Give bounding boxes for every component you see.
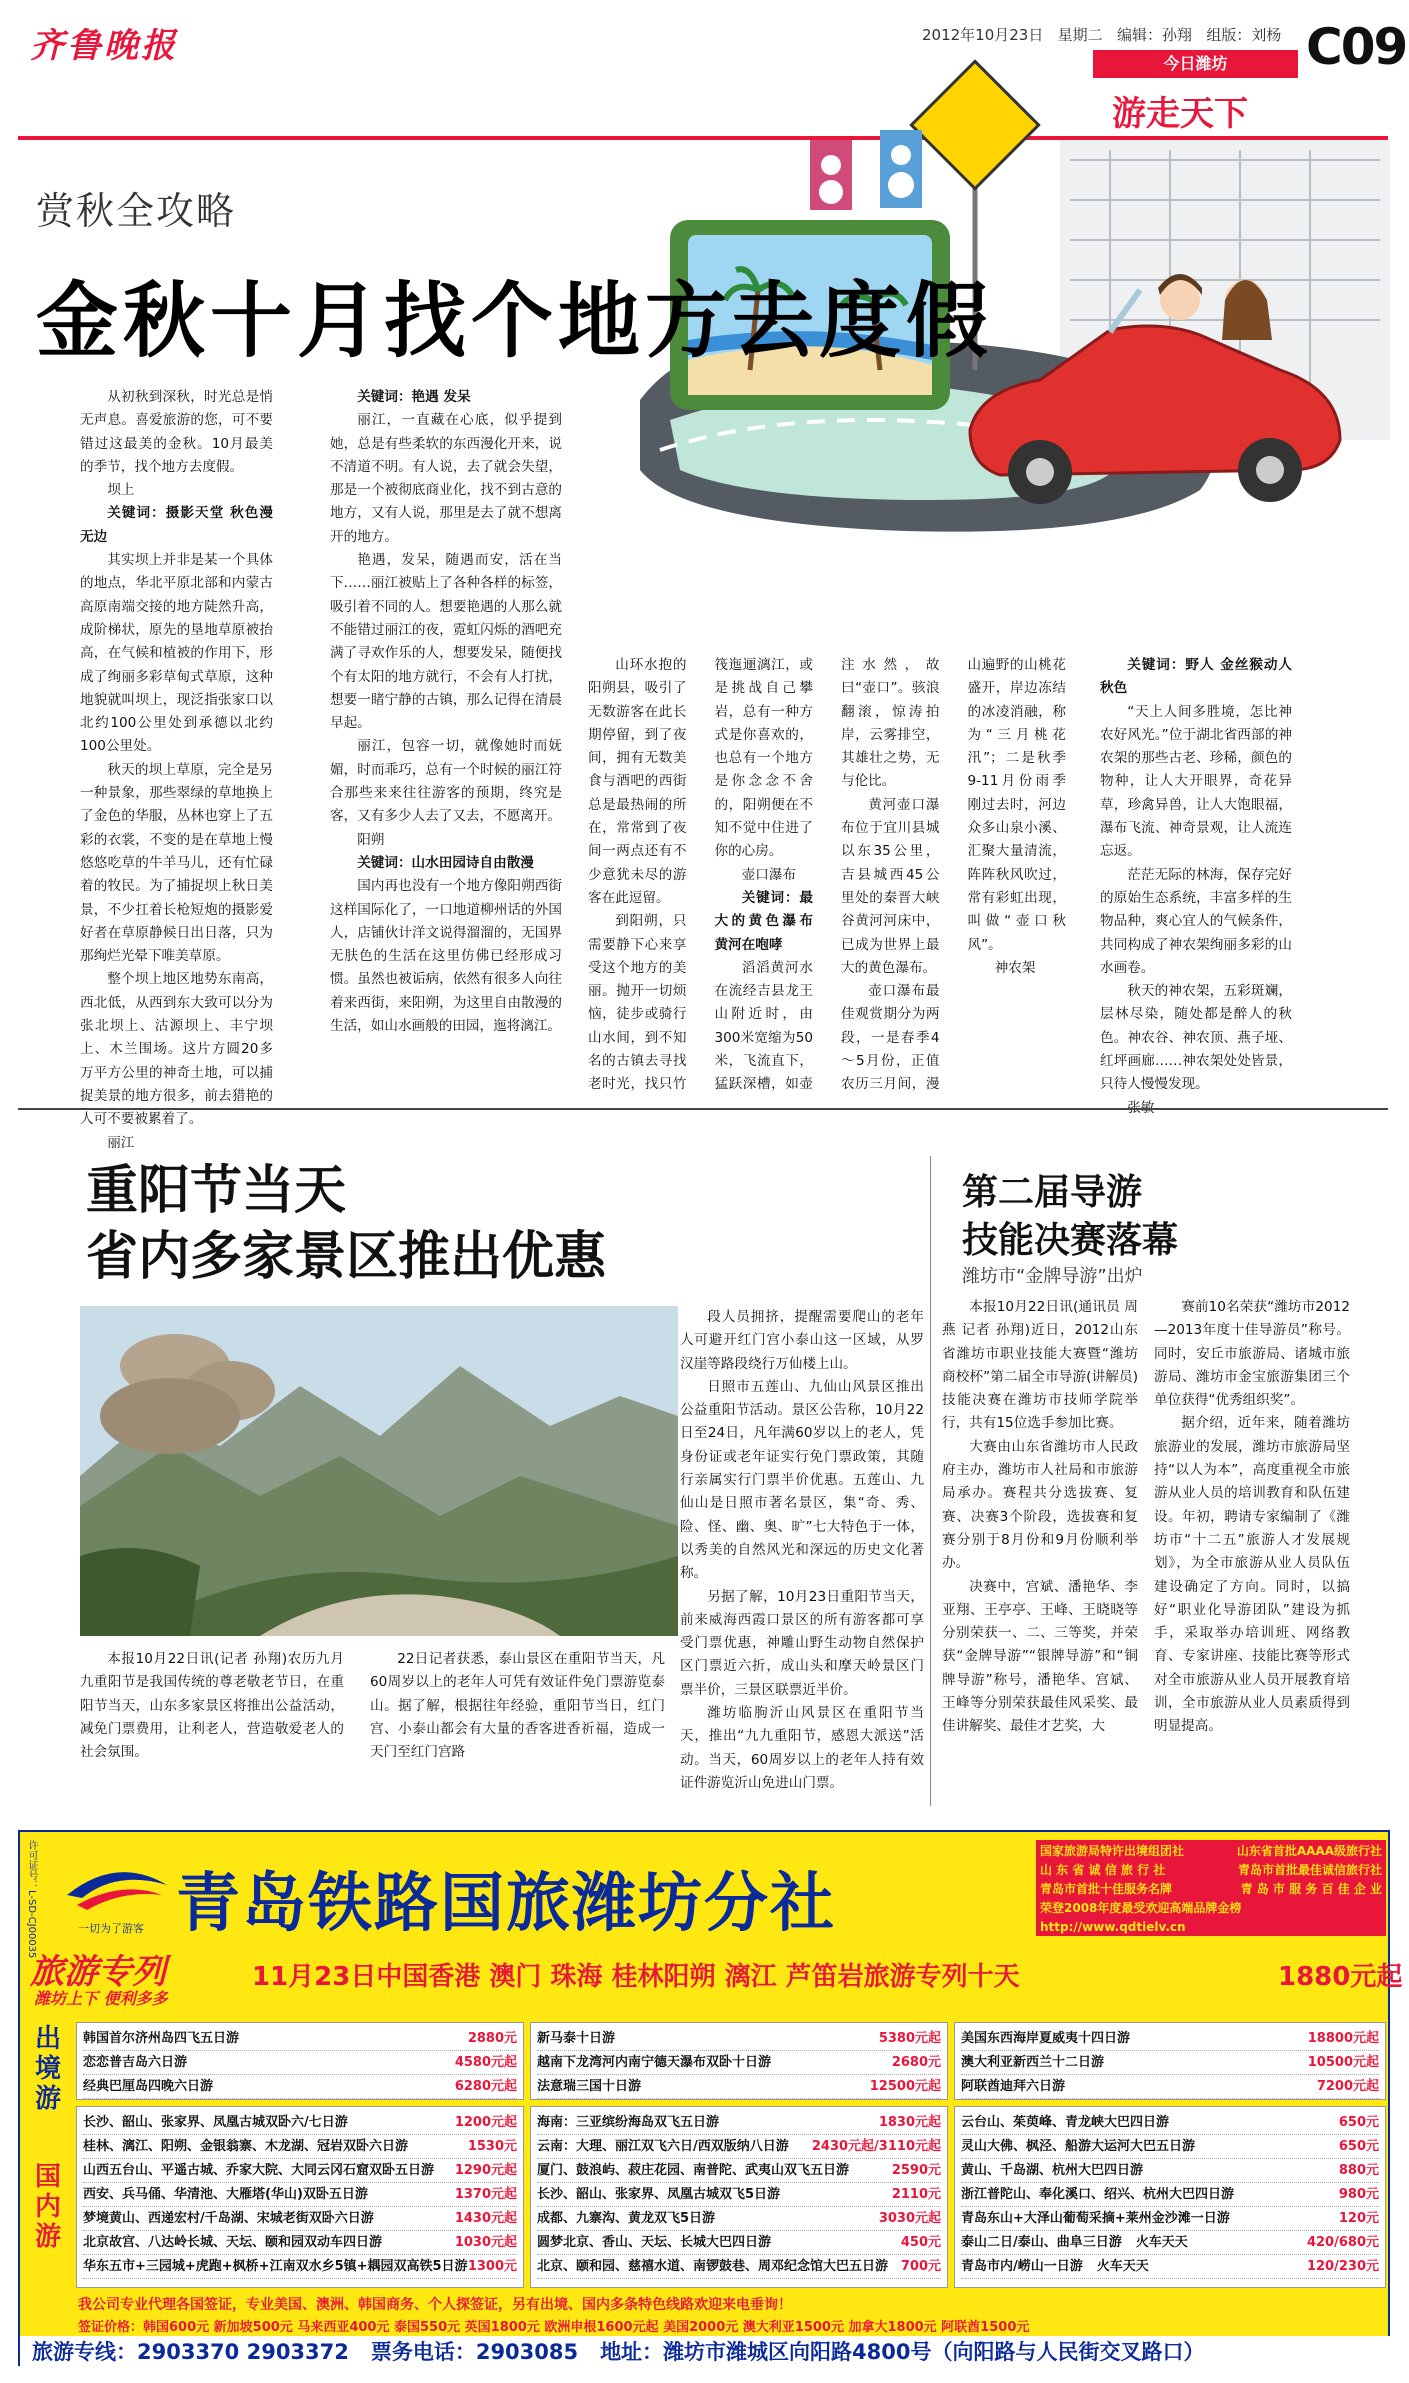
route-price: 2680元 [891,2055,941,2070]
route-name: 美国东西海岸夏威夷十四日游 [961,2031,1131,2046]
body-paragraph: 赛前10名荣获“潍坊市2012—2013年度十佳导游员”称号。同时，安丘市旅游局、诸城市旅游局、潍坊市金宝旅游集团三个单位获得“优秀组织奖”。 [1154,1299,1350,1409]
body-paragraph: 秋天的神农架，五彩斑斓，层林尽染，随处都是醉人的秋色。神农谷、神农顶、燕子垭、红坪画廊……神农架处处皆景，只待人慢慢发现。 [1100,983,1292,1093]
route-price: 3030元起 [878,2211,941,2226]
body-paragraph: “天上人间多胜境，怎比神农好风光。”位于湖北省西部的神农架的那些古老、珍稀，颜色的物种，让人大开眼界，奇花异草，珍禽异兽，让人大饱眼福，瀑布飞流、神奇景观，让人流连忘返。 [1100,703,1292,860]
route-row [83,2111,517,2135]
badge-text: 青岛市首批最佳诚信旅行社 [1237,1863,1382,1877]
issue-weekday: 星期二 [1057,26,1103,44]
route-price: 1430元起 [454,2211,517,2226]
ticket-phone[interactable]: 2903085 [475,2340,579,2364]
body-paragraph: 从初秋到深秋，时光总是悄无声息。喜爱旅游的您，可不要错过这最美的金秋。10月最美的季节，找个地方去度假。 [80,389,273,475]
body-paragraph: 另据了解，10月23日重阳节当天，前来威海西霞口景区的所有游客都可享受门票优惠，神雕山野生动物自然保护区门票近六折，成山头和摩天岭景区门票半价，三景区联票近半价。 [680,1588,924,1698]
route-row [537,2135,941,2159]
body-paragraph: 壶口瀑布最佳观赏期分为两段，一是春季4～5月份，正值农历三月间，漫山遍野的山桃花盛开，岸边冻结的冰凌消融，称为“三月桃花汛”；二是秋季9-11月份雨季刚过去时，河边众多山泉小溪、汇聚大量清流，阵阵秋风吹过，常有彩虹出现，叫做“壶口秋风”。 [841,657,1066,1093]
body-paragraph: 山环水抱的阳朔县，吸引了无数游客在此长期停留，到了夜间，拥有无数美食与酒吧的西街总是最热闹的所在，常常到了夜间一两点还有不少意犹未尽的游客在此逗留。 [588,657,687,906]
issue-date: 2012年10月23日 [922,26,1044,44]
chongyang-column-3 [680,1306,924,1806]
route-row [537,2207,941,2231]
ad-license: 许可证号：L-SD-CJ00035 [26,1840,37,1959]
route-price: 120元 [1338,2211,1379,2226]
route-row [83,2135,517,2159]
route-name: 圆梦北京、香山、天坛、长城大巴四日游 [537,2235,772,2250]
route-row [83,2075,517,2099]
route-row [961,2135,1379,2159]
route-row [83,2027,517,2051]
keyword-line: 关键词：野人 金丝猴动人秋色 [1100,657,1292,697]
body-paragraph: 潍坊临朐沂山风景区在重阳节当天，推出“九九重阳节，感恩大派送”活动。当天，60周岁以上的老年人持有效证件游览沂山免进山门票。 [680,1705,924,1791]
route-row [537,2027,941,2051]
route-row [961,2255,1379,2279]
route-row [961,2027,1379,2051]
contest-subtitle: 潍坊市“金牌导游”出炉 [962,1266,1143,1287]
body-paragraph: 丽江，包容一切，就像她时而妩媚，时而乖巧，总有一个时候的丽江符合那些来来往往游客的预期，终究是客，又有多少人去了又去，不愿离开。 [330,738,562,825]
agency-notice: 我公司专业代理各国签证，专业美国、澳洲、韩国商务、个人探签证，另有出境、国内多条特色线路欢迎来电垂询！ [78,2297,792,2313]
website-link[interactable]: http://www.qdtielv.cn [1040,1920,1186,1934]
badge-text: 山 东 省 诚 信 旅 行 社 [1040,1863,1166,1877]
body-paragraph: 决赛中，宫斌、潘艳华、李亚翔、王亭亭、王峰、王晓晓等分别荣获一、二、三等奖，并荣获“金牌导游”“银牌导游”和“铜牌导游”称号，潘艳华、宫斌、王峰等分别荣获最佳风采奖、最佳讲解奖、最佳才艺奖，大 [942,1578,1138,1735]
body-paragraph: 黄河壶口瀑布位于宜川县城以东35公里，吉县城西45公里处的秦晋大峡谷黄河河床中，已成为世界上最大的黄色瀑布。 [841,796,940,976]
route-row [83,2231,517,2255]
body-paragraph: 艳遇，发呆，随遇而安，活在当下……丽江被贴上了各种各样的标签，吸引着不同的人。想要艳遇的人那么就不能错过丽江的夜，霓虹闪烁的酒吧充满了寻欢作乐的人，想要发呆，随便找个有太阳的地方就行，不会有人打扰，想要一睹宁静的古镇，那么记得在清晨早起。 [330,552,562,732]
keyword-line: 关键词：最大的黄色瀑布 黄河在咆哮 [714,889,813,953]
route-name: 新马泰十日游 [537,2031,616,2046]
feature-column-1 [80,386,273,1151]
route-note: 火车天天 [1096,2259,1149,2274]
route-name: 北京故宫、八达岭长城、天坛、颐和园双动车四日游 [83,2235,383,2250]
route-price: 420/680元 [1306,2235,1379,2250]
body-paragraph: 大赛由山东省潍坊市人民政府主办，潍坊市人社局和市旅游局承办。赛程共分选拔赛、复赛、决赛3个阶段，选拔赛和复赛分别于8月份和9月份顺利举办。 [942,1438,1138,1572]
route-price: 1030元起 [454,2235,517,2250]
chongyang-paragraph: 本报10月22日讯(记者 孙翔)农历九月九重阳节是我国传统的尊老敬老节日，在重阳节当天，山东多家景区将推出公益活动，减免门票费用，让利老人，营造敬爱老人的社会氛围。 [80,1651,344,1761]
route-row [961,2111,1379,2135]
phone-numbers[interactable]: 2903370 2903372 [137,2340,349,2364]
route-name: 华东五市+三园城+虎跑+枫桥+江南双水乡5镇+耦园双高铁5日游 [83,2259,468,2274]
route-name: 越南下龙湾河内南宁德天瀑布双卧十日游 [537,2055,772,2070]
route-name: 云南：大理、丽江双飞六日/西双版纳八日游 [537,2139,789,2154]
route-name: 黄山、千岛湖、杭州大巴四日游 [961,2163,1144,2178]
route-row [537,2159,941,2183]
page-number: C09 [1306,18,1407,76]
route-price: 1370元起 [454,2187,517,2202]
chongyang-headline-1: 重阳节当天 [86,1161,347,1221]
body-paragraph: 段人员拥挤，提醒需要爬山的老年人可避开红门宫小泰山这一区域，从罗汉崖等路段绕行万仙楼上山。 [680,1309,924,1372]
route-name: 青岛东山+大泽山葡萄采摘+莱州金沙滩一日游 [961,2211,1230,2226]
body-paragraph: 日照市五莲山、九仙山风景区推出公益重阳节活动。景区公告称，10月22日至24日，凡年满60岁以上的老人，凭身份证或老年证实行免门票政策，其随行亲属实行门票半价优惠。五莲山、九仙山是日照市著名景区，集“奇、秀、险、怪、幽、奥、旷”七大特色于一体，以秀美的自然风光和深远的历史文化著称。 [680,1378,924,1582]
route-price: 2590元 [891,2163,941,2178]
destination-label: 阳朔 [357,831,385,848]
route-price: 7200元起 [1316,2079,1379,2094]
feature-headline: 金秋十月找个地方去度假 [36,274,994,369]
route-price: 980元 [1338,2187,1379,2202]
route-row [537,2111,941,2135]
route-name: 厦门、鼓浪屿、菽庄花园、南普陀、武夷山双飞五日游 [537,2163,850,2178]
layout-credit: 组版：刘杨 [1206,26,1282,44]
chongyang-paragraph: 22日记者获悉，泰山景区在重阳节当天，凡60周岁以上的老年人可凭有效证件免门票游览泰山。据了解，根据往年经验，重阳节当日，红门宫、小泰山都会有大量的香客进香祈福，造成一天门至红门宫路 [370,1651,665,1761]
body-paragraph: 茫茫无际的林海，保存完好的原始生态系统，丰富多样的生物品种，爽心宜人的气候条件，共同构成了神农架绚丽多彩的山水画卷。 [1100,866,1292,976]
address-text: 潍坊市潍城区向阳路4800号（向阳路与人民街交叉路口） [663,2340,1205,2364]
badge-text: 青 岛 市 服 务 百 佳 企 业 [1240,1882,1382,1896]
route-row [83,2255,517,2279]
route-price: 650元 [1338,2115,1379,2130]
route-price: 1200元起 [454,2115,517,2130]
route-name: 西安、兵马俑、华清池、大雁塔(华山)双卧五日游 [83,2187,368,2202]
badge-text: 青岛市首批十佳服务名牌 [1040,1882,1173,1896]
chongyang-column-2 [370,1648,665,1808]
outbound-label: 出境游 [34,2024,61,2114]
route-price: 450元 [900,2235,941,2250]
column-name: 游走天下 [1112,94,1248,134]
route-price: 1830元起 [878,2115,941,2130]
route-name: 法意瑞三国十日游 [537,2079,642,2094]
contest-column-1 [942,1296,1138,1806]
body-paragraph: 据介绍，近年来，随着潍坊旅游业的发展，潍坊市旅游局坚持“以人为本”，高度重视全市旅游从业人员的培训教育和队伍建设。年初，聘请专家编制了《潍坊市“十二五”旅游人才发展规划》，为全市旅游从业人员队伍建设确定了方向。同时，以搞好“职业化导游团队”建设为抓手，采取举办培训班、网络教育、专家讲座、技能比赛等形式对全市旅游从业人员开展教育培训，全市旅游从业人员素质得到明显提高。 [1154,1415,1350,1735]
address-label: 地址： [600,2340,664,2364]
route-row [537,2231,941,2255]
route-name: 成都、九寨沟、黄龙双飞5日游 [537,2211,716,2226]
route-name: 海南：三亚缤纷海岛双飞五日游 [537,2115,720,2130]
route-row [537,2183,941,2207]
route-row [961,2051,1379,2075]
route-name: 阿联酋迪拜六日游 [961,2079,1066,2094]
route-row [961,2183,1379,2207]
travel-ad [18,1830,1403,2366]
route-name: 泰山二日/泰山、曲阜三日游 [961,2235,1122,2250]
route-price: 120/230元 [1306,2259,1379,2274]
section-tab: 今日潍坊 [1093,50,1298,78]
agency-logo-icon [62,1860,172,1920]
route-name: 山西五台山、平遥古城、乔家大院、大同云冈石窟双卧五日游 [83,2163,435,2178]
route-row [961,2159,1379,2183]
award-text: 荣登2008年度最受欢迎高端品牌金榜 [1040,1901,1242,1915]
issue-info [922,24,1281,45]
contest-headline-1: 第二届导游 [962,1172,1143,1213]
route-row [961,2231,1379,2255]
feature-column-2 [330,386,562,1098]
feature-column-4 [1100,654,1292,1098]
domestic-panel-1 [76,2106,524,2288]
route-row [83,2183,517,2207]
route-name: 长沙、韶山、张家界、凤凰古城双飞5日游 [537,2187,781,2202]
visa-prices: 签证价格：韩国600元 新加坡500元 马来西亚400元 泰国550元 英国1800元 欧洲申根1600元起 美国2000元 澳大利亚1500元 加拿大1800元 阿联酋1500元 [78,2320,1030,2335]
route-name: 梦境黄山、西递宏村/千岛湖、宋城老街双卧六日游 [83,2211,374,2226]
route-price: 4580元起 [454,2055,517,2070]
special-price: 1880元起 [1278,1962,1403,1992]
body-paragraph: 秋天的坝上草原，完全是另一种景象，那些翠绿的草地换上了金色的华服，丛林也穿上了五彩的衣裳，不变的是在草地上慢悠悠吃草的牛羊马儿，还有忙碌着的牧民。为了捕捉坝上秋日美景，不少扛着长枪短炮的摄影爱好者在草原静候日出日落，只为那绚烂光晕下唯美草原。 [80,761,273,965]
destination-label: 坝上 [107,482,135,499]
newspaper-logo: 齐鲁晚报 [30,26,178,66]
route-price: 1530元 [467,2139,517,2154]
route-price: 12500元起 [869,2079,941,2094]
editor-credit: 编辑：孙翔 [1117,26,1193,44]
route-price: 18800元起 [1307,2031,1379,2046]
destination-label: 丽江 [107,1134,135,1151]
route-name: 长沙、韶山、张家界、凤凰古城双卧六/七日游 [83,2115,348,2130]
body-paragraph: 本报10月22日讯(通讯员 周燕 记者 孙翔)近日，2012山东省潍坊市职业技能大赛暨“潍坊商校杯”第二届全市导游(讲解员)技能决赛在潍坊市技师学院举行，共有15位选手参加比赛。 [942,1299,1138,1432]
ad-badges [1036,1840,1386,1936]
contest-headline-2: 技能决赛落幕 [962,1220,1179,1261]
route-row [537,2075,941,2099]
outbound-panel-3 [954,2022,1386,2100]
route-name: 澳大利亚新西兰十二日游 [961,2055,1105,2070]
special-subtitle: 潍坊上下 便利多多 [34,1989,168,2008]
section-divider [18,1108,1388,1110]
special-title: 旅游专列 [30,1952,166,1992]
route-row [83,2207,517,2231]
domestic-panel-3 [954,2106,1386,2288]
route-row [83,2051,517,2075]
body-paragraph: 整个坝上地区地势东南高，西北低，从西到东大致可以分为张北坝上、沽源坝上、丰宁坝上、木兰围场。这片方圆20多万平方公里的神奇土地，可以捕捉美景的地方很多，前去猎艳的人可不要被累着了。 [80,971,273,1128]
route-price: 2110元 [891,2187,941,2202]
keyword-line: 关键词：山水田园诗自由散漫 [357,854,534,871]
keyword-line: 关键词：艳遇 发呆 [357,389,471,405]
special-route: 11月23日中国香港 澳门 珠海 桂林阳朔 漓江 芦笛岩旅游专列十天 [252,1962,1020,1992]
route-note: 火车天天 [1135,2235,1188,2250]
contest-column-2 [1154,1296,1350,1806]
route-price: 5380元起 [878,2031,941,2046]
ad-slogan: 一切为了游客 [78,1922,144,1935]
route-row [537,2255,941,2279]
feature-kicker: 赏秋全攻略 [36,189,237,233]
route-price: 10500元起 [1307,2055,1379,2070]
route-price: 2430元起/3110元起 [811,2139,941,2154]
body-paragraph: 国内再也没有一个地方像阳朔西街这样国际化了，一口地道柳州话的外国人，店铺伙计洋文说得溜溜的，无国界无肤色的生活在这里仿佛已经形成习惯。虽然也被诟病，依然有很多人向往着来西街，来阳朔，为这里自由散漫的生活，如山水画般的田园，迤将漓江。 [330,878,562,1035]
route-price: 880元 [1338,2163,1379,2178]
ad-brand: 青岛铁路国旅潍坊分社 [176,1867,836,1941]
badge-text: 国家旅游局特许出境组团社 [1040,1844,1185,1858]
route-price: 2880元 [467,2031,517,2046]
destination-label: 神农架 [994,959,1036,976]
badge-text: 山东省首批AAAA级旅行社 [1236,1844,1382,1858]
route-name: 北京、颐和园、慈禧水道、南锣鼓巷、周邓纪念馆大巴五日游 [537,2259,889,2274]
feature-column-3 [588,654,1066,1098]
contact-bar [20,2336,1392,2368]
body-paragraph: 滔滔黄河水在流经吉县龙王山附近时，由300米宽缩为50米，飞流直下，猛跃深槽，如壶注水然，故曰“壶口”。骇浪翻滚，惊涛拍岸，云雾排空，其雄壮之势，无与伦比。 [714,657,940,1093]
route-price: 650元 [1338,2139,1379,2154]
keyword-line: 关键词：摄影天堂 秋色漫无边 [80,505,273,545]
chongyang-column-1 [80,1648,344,1808]
speaker-icon [810,130,922,210]
body-paragraph: 丽江，一直藏在心底，似乎提到她，总是有些柔软的东西漫化开来，说不清道不明。有人说，去了就会失望，那是一个被彻底商业化，找不到古意的地方，又有人说，那里是去了就不想离开的地方。 [330,412,562,545]
phone-label: 旅游专线： [32,2340,137,2364]
story-divider [930,1156,931,1806]
route-price: 1300元 [467,2259,517,2274]
chongyang-headline-2: 省内多家景区推出优惠 [86,1227,607,1287]
ticket-label: 票务电话： [370,2340,476,2364]
body-paragraph: 到阳朔，只需要静下心来享受这个地方的美丽。抛开一切烦恼，徒步或骑行山水间，到不知名的古镇去寻找老时光，找只竹筏迤逦漓江，或是挑战自己攀岩，总有一种方式是你喜欢的，也总有一个地方是你念念不舍的，阳朔便在不知不觉中住进了你的心房。 [588,657,813,1093]
destination-label: 壶口瀑布 [741,866,797,883]
domestic-label: 国内游 [34,2162,61,2252]
route-name: 灵山大佛、枫泾、船游大运河大巴五日游 [961,2139,1196,2154]
route-row [961,2207,1379,2231]
route-price: 6280元起 [454,2079,517,2094]
route-price: 700元 [900,2259,941,2274]
route-row [537,2051,941,2075]
route-name: 恋恋普吉岛六日游 [83,2055,188,2070]
mountain-photo [80,1306,678,1636]
outbound-panel-2 [530,2022,948,2100]
route-price: 1290元起 [454,2163,517,2178]
outbound-panel-1 [76,2022,524,2100]
route-name: 云台山、茱萸峰、青龙峡大巴四日游 [961,2115,1170,2130]
domestic-panel-2 [530,2106,948,2288]
route-name: 经典巴厘岛四晚六日游 [83,2079,214,2094]
body-paragraph: 其实坝上并非是某一个具体的地点，华北平原北部和内蒙古高原南端交接的地方陡然升高，成阶梯状，原先的垦地草原被抬高，在气候和植被的作用下，形成了绚丽多彩草甸式草原，这种地貌就叫坝上，现泛指张家口以北约100公里处到承德以北约100公里处。 [80,552,273,755]
route-name: 青岛市内/崂山一日游 [961,2259,1083,2274]
route-name: 桂林、漓江、阳朔、金银翁寨、木龙湖、冠岩双卧六日游 [83,2139,409,2154]
route-row [83,2159,517,2183]
route-row [961,2075,1379,2099]
route-name: 韩国首尔济州岛四飞五日游 [83,2031,240,2046]
route-name: 浙江普陀山、奉化溪口、绍兴、杭州大巴四日游 [961,2187,1235,2202]
